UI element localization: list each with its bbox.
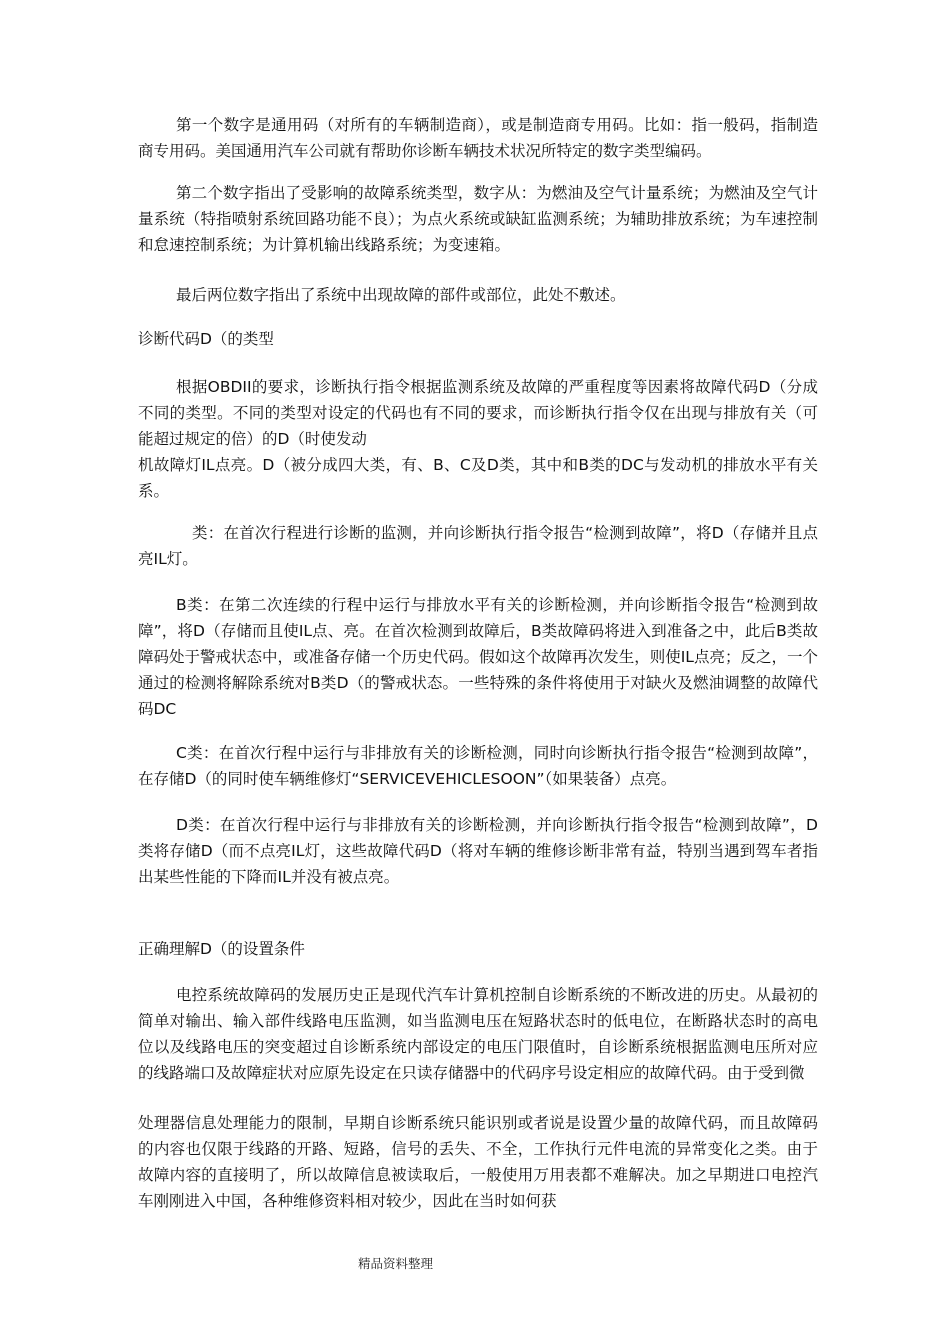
paragraph-history-continued: 处理器信息处理能力的限制，早期自诊断系统只能识别或者说是设置少量的故障代码，而且故障码的内容也仅限于线路的开路、短路，信号的丢失、不全，工作执行元件电流的异常变化之类。由于故障内容的直接明了，所以故障信息被读取后，一般使用万用表都不难解决。加之早期进口电控汽车刚刚进入中国，各种维修资料相对较少，因此在当时如何获 [138,1114,818,1210]
paragraph-class-c: C类：在首次行程中运行与非排放有关的诊断检测，同时向诊断执行指令报告“检测到故障”，在存储D（的同时使车辆维修灯“SERVICEVEHICLESOON”（如果装备）点亮。 [138,744,818,788]
heading-code-types: 诊断代码D（的类型 [138,330,274,348]
paragraph-obdii-continued: 机故障灯IL点亮。D（被分成四大类，有、B、C及D类，其中和B类的DC与发动机的排放水平有关系。 [138,456,818,500]
paragraph-obdii-intro: 根据OBDII的要求，诊断执行指令根据监测系统及故障的严重程度等因素将故障代码D（分成不同的类型。不同的类型对设定的代码也有不同的要求，而诊断执行指令仅在出现与排放有关（可能超过规定的倍）的D（时使发动 [138,378,818,448]
paragraph-digit-one: 第一个数字是通用码（对所有的车辆制造商），或是制造商专用码。比如：指一般码，指制造商专用码。美国通用汽车公司就有帮助你诊断车辆技术状况所特定的数字类型编码。 [138,116,818,160]
footer-note: 精品资料整理 [358,1256,434,1271]
heading-setting-conditions: 正确理解D（的设置条件 [138,940,305,958]
paragraph-last-digits: 最后两位数字指出了系统中出现故障的部件或部位，此处不敷述。 [176,286,626,304]
paragraph-class-d: D类：在首次行程中运行与非排放有关的诊断检测，并向诊断执行指令报告“检测到故障”，D类将存储D（而不点亮IL灯，这些故障代码D（将对车辆的维修诊断非常有益，特别当遇到驾车者指出某些性能的下降而IL并没有被点亮。 [138,816,818,886]
paragraph-class-a: 类：在首次行程进行诊断的监测，并向诊断执行指令报告“检测到故障”，将D（存储并且点亮IL灯。 [138,524,818,568]
paragraph-digit-two: 第二个数字指出了受影响的故障系统类型，数字从：为燃油及空气计量系统；为燃油及空气计量系统（特指喷射系统回路功能不良）；为点火系统或缺缸监测系统；为辅助排放系统；为车速控制和怠速控制系统；为计算机输出线路系统；为变速箱。 [138,184,818,254]
paragraph-history-intro: 电控系统故障码的发展历史正是现代汽车计算机控制自诊断系统的不断改进的历史。从最初的简单对输出、输入部件线路电压监测，如当监测电压在短路状态时的低电位，在断路状态时的高电位以及线路电压的突变超过自诊断系统内部设定的电压门限值时，自诊断系统根据监测电压所对应的线路端口及故障症状对应原先设定在只读存储器中的代码序号设定相应的故障代码。由于受到微 [138,986,818,1082]
paragraph-class-b: B类：在第二次连续的行程中运行与排放水平有关的诊断检测，并向诊断指令报告“检测到故障”，将D（存储而且使IL点、亮。在首次检测到故障后，B类故障码将进入到准备之中，此后B类故障码处于警戒状态中，或准备存储一个历史代码。假如这个故障再次发生，则使IL点亮；反之，一个通过的检测将解除系统对B类D（的警戒状态。一些特殊的条件将使用于对缺火及燃油调整的故障代码DC [138,596,818,718]
